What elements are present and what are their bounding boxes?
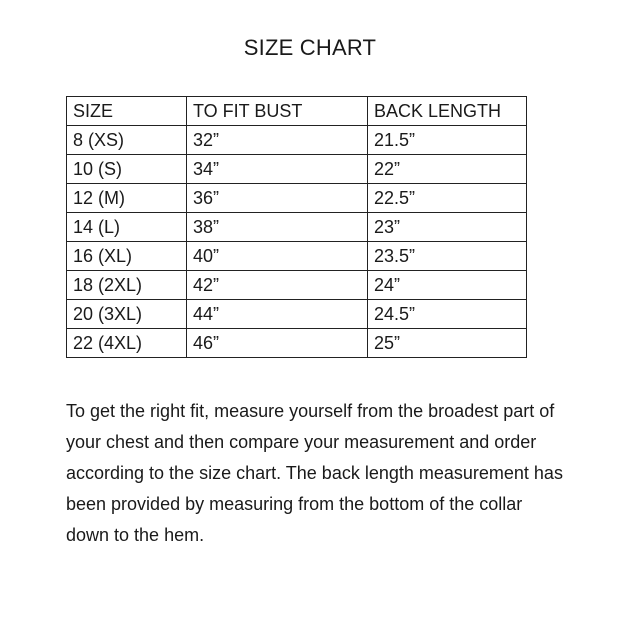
fit-instructions bbox=[66, 396, 566, 551]
page-title: SIZE CHART bbox=[243, 35, 377, 60]
cell-back-length: 23” bbox=[368, 213, 527, 242]
cell-bust: 44” bbox=[187, 300, 368, 329]
header-to-fit-bust: TO FIT BUST bbox=[187, 97, 368, 126]
cell-back-length: 21.5” bbox=[368, 126, 527, 155]
cell-size: 14 (L) bbox=[67, 213, 187, 242]
size-chart-table bbox=[66, 96, 527, 358]
fit-instructions-text: To get the right fit, measure yourself from the broadest part of your chest and then compare your measurement and order according to the size chart. The back length measurement has been provided by measuring from the bottom of the collar down to the hem. bbox=[66, 401, 563, 545]
table-row bbox=[67, 329, 527, 358]
cell-size: 12 (M) bbox=[67, 184, 187, 213]
header-back-length: BACK LENGTH bbox=[368, 97, 527, 126]
cell-size: 10 (S) bbox=[67, 155, 187, 184]
cell-bust: 34” bbox=[187, 155, 368, 184]
table-row bbox=[67, 242, 527, 271]
cell-bust: 40” bbox=[187, 242, 368, 271]
table-row bbox=[67, 184, 527, 213]
cell-back-length: 24” bbox=[368, 271, 527, 300]
table-row bbox=[67, 271, 527, 300]
cell-bust: 32” bbox=[187, 126, 368, 155]
cell-size: 22 (4XL) bbox=[67, 329, 187, 358]
cell-bust: 38” bbox=[187, 213, 368, 242]
table-header-row bbox=[67, 97, 527, 126]
cell-bust: 42” bbox=[187, 271, 368, 300]
cell-size: 20 (3XL) bbox=[67, 300, 187, 329]
cell-size: 8 (XS) bbox=[67, 126, 187, 155]
cell-back-length: 23.5” bbox=[368, 242, 527, 271]
cell-size: 16 (XL) bbox=[67, 242, 187, 271]
header-size: SIZE bbox=[67, 97, 187, 126]
cell-back-length: 22” bbox=[368, 155, 527, 184]
table-row bbox=[67, 126, 527, 155]
table-row bbox=[67, 155, 527, 184]
table-row bbox=[67, 213, 527, 242]
cell-back-length: 24.5” bbox=[368, 300, 527, 329]
cell-bust: 46” bbox=[187, 329, 368, 358]
cell-bust: 36” bbox=[187, 184, 368, 213]
cell-size: 18 (2XL) bbox=[67, 271, 187, 300]
table-row bbox=[67, 300, 527, 329]
cell-back-length: 25” bbox=[368, 329, 527, 358]
cell-back-length: 22.5” bbox=[368, 184, 527, 213]
